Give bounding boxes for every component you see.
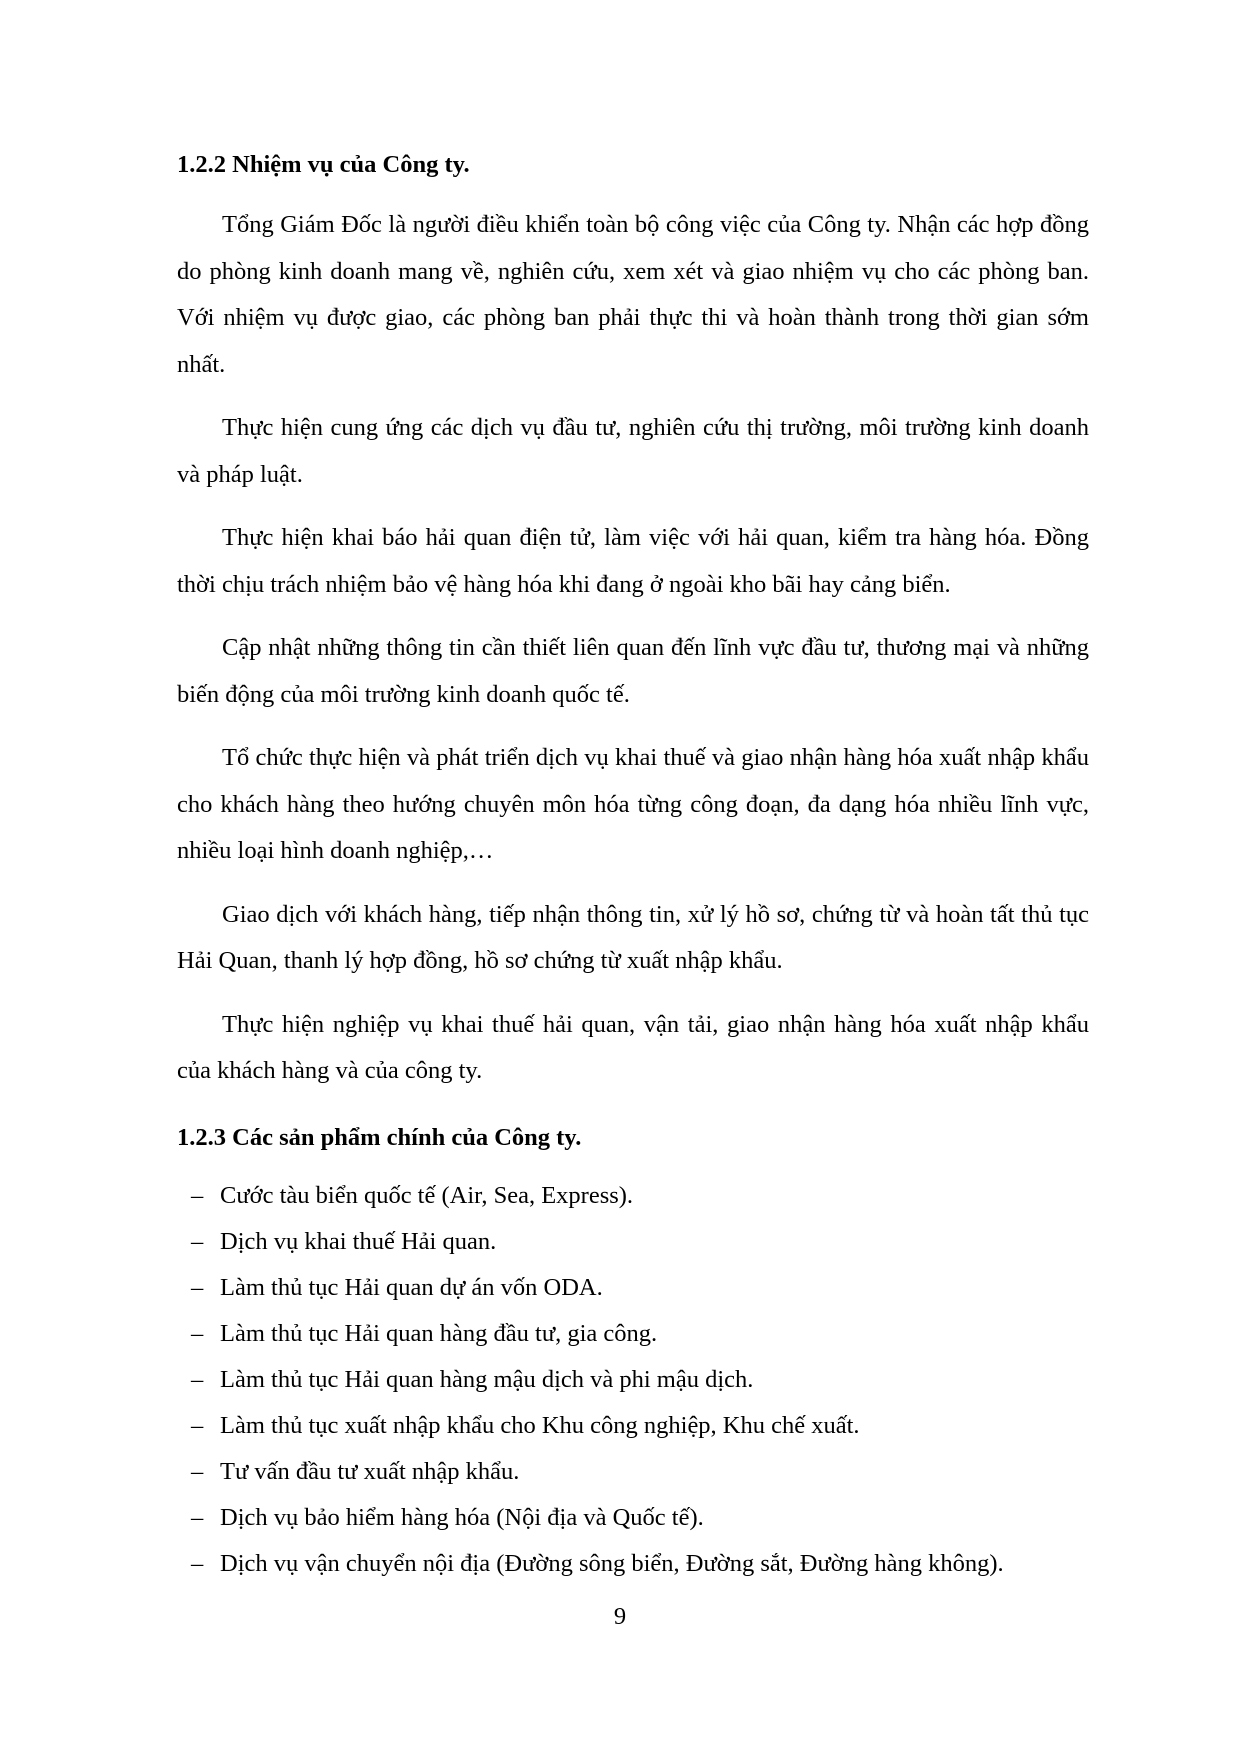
list-item xyxy=(177,1265,1089,1311)
list-item xyxy=(177,1311,1089,1357)
dash-bullet-icon: – xyxy=(191,1319,204,1347)
dash-bullet-icon: – xyxy=(191,1549,204,1577)
paragraph-2: Thực hiện cung ứng các dịch vụ đầu tư, nghiên cứu thị trường, môi trường kinh doanh và pháp luật. xyxy=(177,414,1089,488)
list-item-text: Dịch vụ khai thuế Hải quan. xyxy=(220,1227,497,1255)
list-item-text: Làm thủ tục Hải quan hàng mậu dịch và phi mậu dịch. xyxy=(220,1365,754,1393)
list-item xyxy=(177,1173,1089,1219)
paragraph-4: Cập nhật những thông tin cần thiết liên quan đến lĩnh vực đầu tư, thương mại và những biến động của môi trường kinh doanh quốc tế. xyxy=(177,634,1089,708)
dash-bullet-icon: – xyxy=(191,1181,204,1209)
list-item xyxy=(177,1357,1089,1403)
list-item-text: Cước tàu biển quốc tế (Air, Sea, Express). xyxy=(220,1181,634,1209)
list-item-text: Tư vấn đầu tư xuất nhập khẩu. xyxy=(220,1457,520,1485)
paragraph-7: Thực hiện nghiệp vụ khai thuế hải quan, vận tải, giao nhận hàng hóa xuất nhập khẩu của khách hàng và của công ty. xyxy=(177,1010,1089,1084)
paragraph-6: Giao dịch với khách hàng, tiếp nhận thông tin, xử lý hồ sơ, chứng từ và hoàn tất thủ tục Hải Quan, thanh lý hợp đồng, hồ sơ chứng từ xuất nhập khẩu. xyxy=(177,900,1089,974)
page-number: 9 xyxy=(613,1603,627,1630)
paragraph-3: Thực hiện khai báo hải quan điện tử, làm việc với hải quan, kiểm tra hàng hóa. Đồng thời chịu trách nhiệm bảo vệ hàng hóa khi đang ở ngoài kho bãi hay cảng biển. xyxy=(177,524,1089,598)
section-heading-1-2-3: 1.2.3 Các sản phẩm chính của Công ty. xyxy=(177,1123,582,1151)
list-item xyxy=(177,1495,1089,1541)
list-item xyxy=(177,1403,1089,1449)
list-item xyxy=(177,1449,1089,1495)
paragraph-1: Tổng Giám Đốc là người điều khiển toàn bộ công việc của Công ty. Nhận các hợp đồng do phòng kinh doanh mang về, nghiên cứu, xem xét và giao nhiệm vụ cho các phòng ban. Với nhiệm vụ được giao, các phòng ban phải thực thi và hoàn thành trong thời gian sớm nhất. xyxy=(177,211,1089,378)
list-item-text: Làm thủ tục Hải quan hàng đầu tư, gia công. xyxy=(220,1319,658,1347)
dash-bullet-icon: – xyxy=(191,1273,204,1301)
dash-bullet-icon: – xyxy=(191,1457,204,1485)
products-list xyxy=(177,1173,1089,1587)
list-item-text: Làm thủ tục Hải quan dự án vốn ODA. xyxy=(220,1273,603,1301)
dash-bullet-icon: – xyxy=(191,1227,204,1255)
list-item-text: Làm thủ tục xuất nhập khẩu cho Khu công nghiệp, Khu chế xuất. xyxy=(220,1411,860,1439)
list-item xyxy=(177,1541,1089,1587)
page-content xyxy=(177,142,1089,1587)
list-item-text: Dịch vụ bảo hiểm hàng hóa (Nội địa và Quốc tế). xyxy=(220,1503,704,1531)
list-item-text: Dịch vụ vận chuyển nội địa (Đường sông biển, Đường sắt, Đường hàng không). xyxy=(220,1549,1004,1577)
dash-bullet-icon: – xyxy=(191,1411,204,1439)
dash-bullet-icon: – xyxy=(191,1365,204,1393)
list-item xyxy=(177,1219,1089,1265)
paragraph-5: Tổ chức thực hiện và phát triển dịch vụ khai thuế và giao nhận hàng hóa xuất nhập khẩu cho khách hàng theo hướng chuyên môn hóa từng công đoạn, đa dạng hóa nhiều lĩnh vực, nhiều loại hình doanh nghiệp,… xyxy=(177,744,1089,864)
section-heading-1-2-2: 1.2.2 Nhiệm vụ của Công ty. xyxy=(177,151,470,178)
dash-bullet-icon: – xyxy=(191,1503,204,1531)
